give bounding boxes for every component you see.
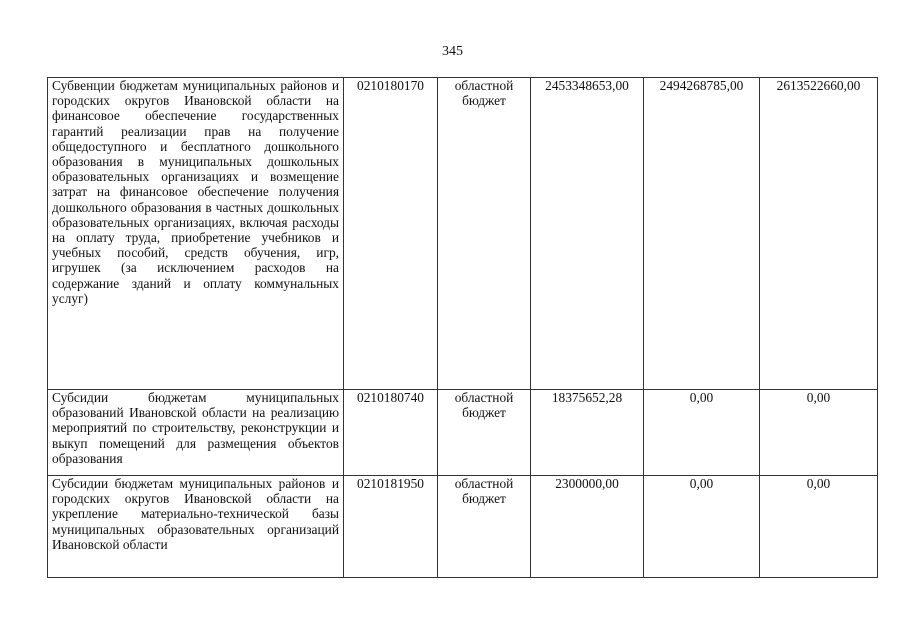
page-number: 345 [442,44,463,59]
row-source: областной бюджет [438,78,531,390]
row-amount-2: 0,00 [644,476,760,578]
row-source: областной бюджет [438,476,531,578]
row-amount-1: 18375652,28 [531,390,644,476]
budget-table [47,77,878,578]
table-row [48,390,878,476]
row-source: областной бюджет [438,390,531,476]
row-code: 0210180740 [344,390,438,476]
row-amount-3: 0,00 [760,476,878,578]
row-description: Субсидии бюджетам муниципальных районов и городских округов Ивановской области на укрепление материально-технической базы муниципальных образовательных организаций Ивановской области [48,476,344,578]
row-code: 0210180170 [344,78,438,390]
row-description: Субсидии бюджетам муниципальных образований Ивановской области на реализацию мероприятий по строительству, реконструкции и выкуп помещений для размещения объектов образования [48,390,344,476]
row-amount-2: 0,00 [644,390,760,476]
table-row [48,78,878,390]
row-code: 0210181950 [344,476,438,578]
row-amount-1: 2300000,00 [531,476,644,578]
row-amount-2: 2494268785,00 [644,78,760,390]
row-amount-3: 2613522660,00 [760,78,878,390]
row-amount-3: 0,00 [760,390,878,476]
table-row [48,476,878,578]
row-amount-1: 2453348653,00 [531,78,644,390]
row-description: Субвенции бюджетам муниципальных районов и городских округов Ивановской области на финансовое обеспечение государственных гарантий реализации прав на получение общедоступного и бесплатного дошкольного образования в муниципальных дошкольных образовательных организациях и возмещение затрат на финансовое обеспечение получения дошкольного образования в частных дошкольных образовательных организациях, включая расходы на оплату труда, приобретение учебников и учебных пособий, средств обучения, игр, игрушек (за исключением расходов на содержание зданий и оплату коммунальных услуг) [48,78,344,390]
